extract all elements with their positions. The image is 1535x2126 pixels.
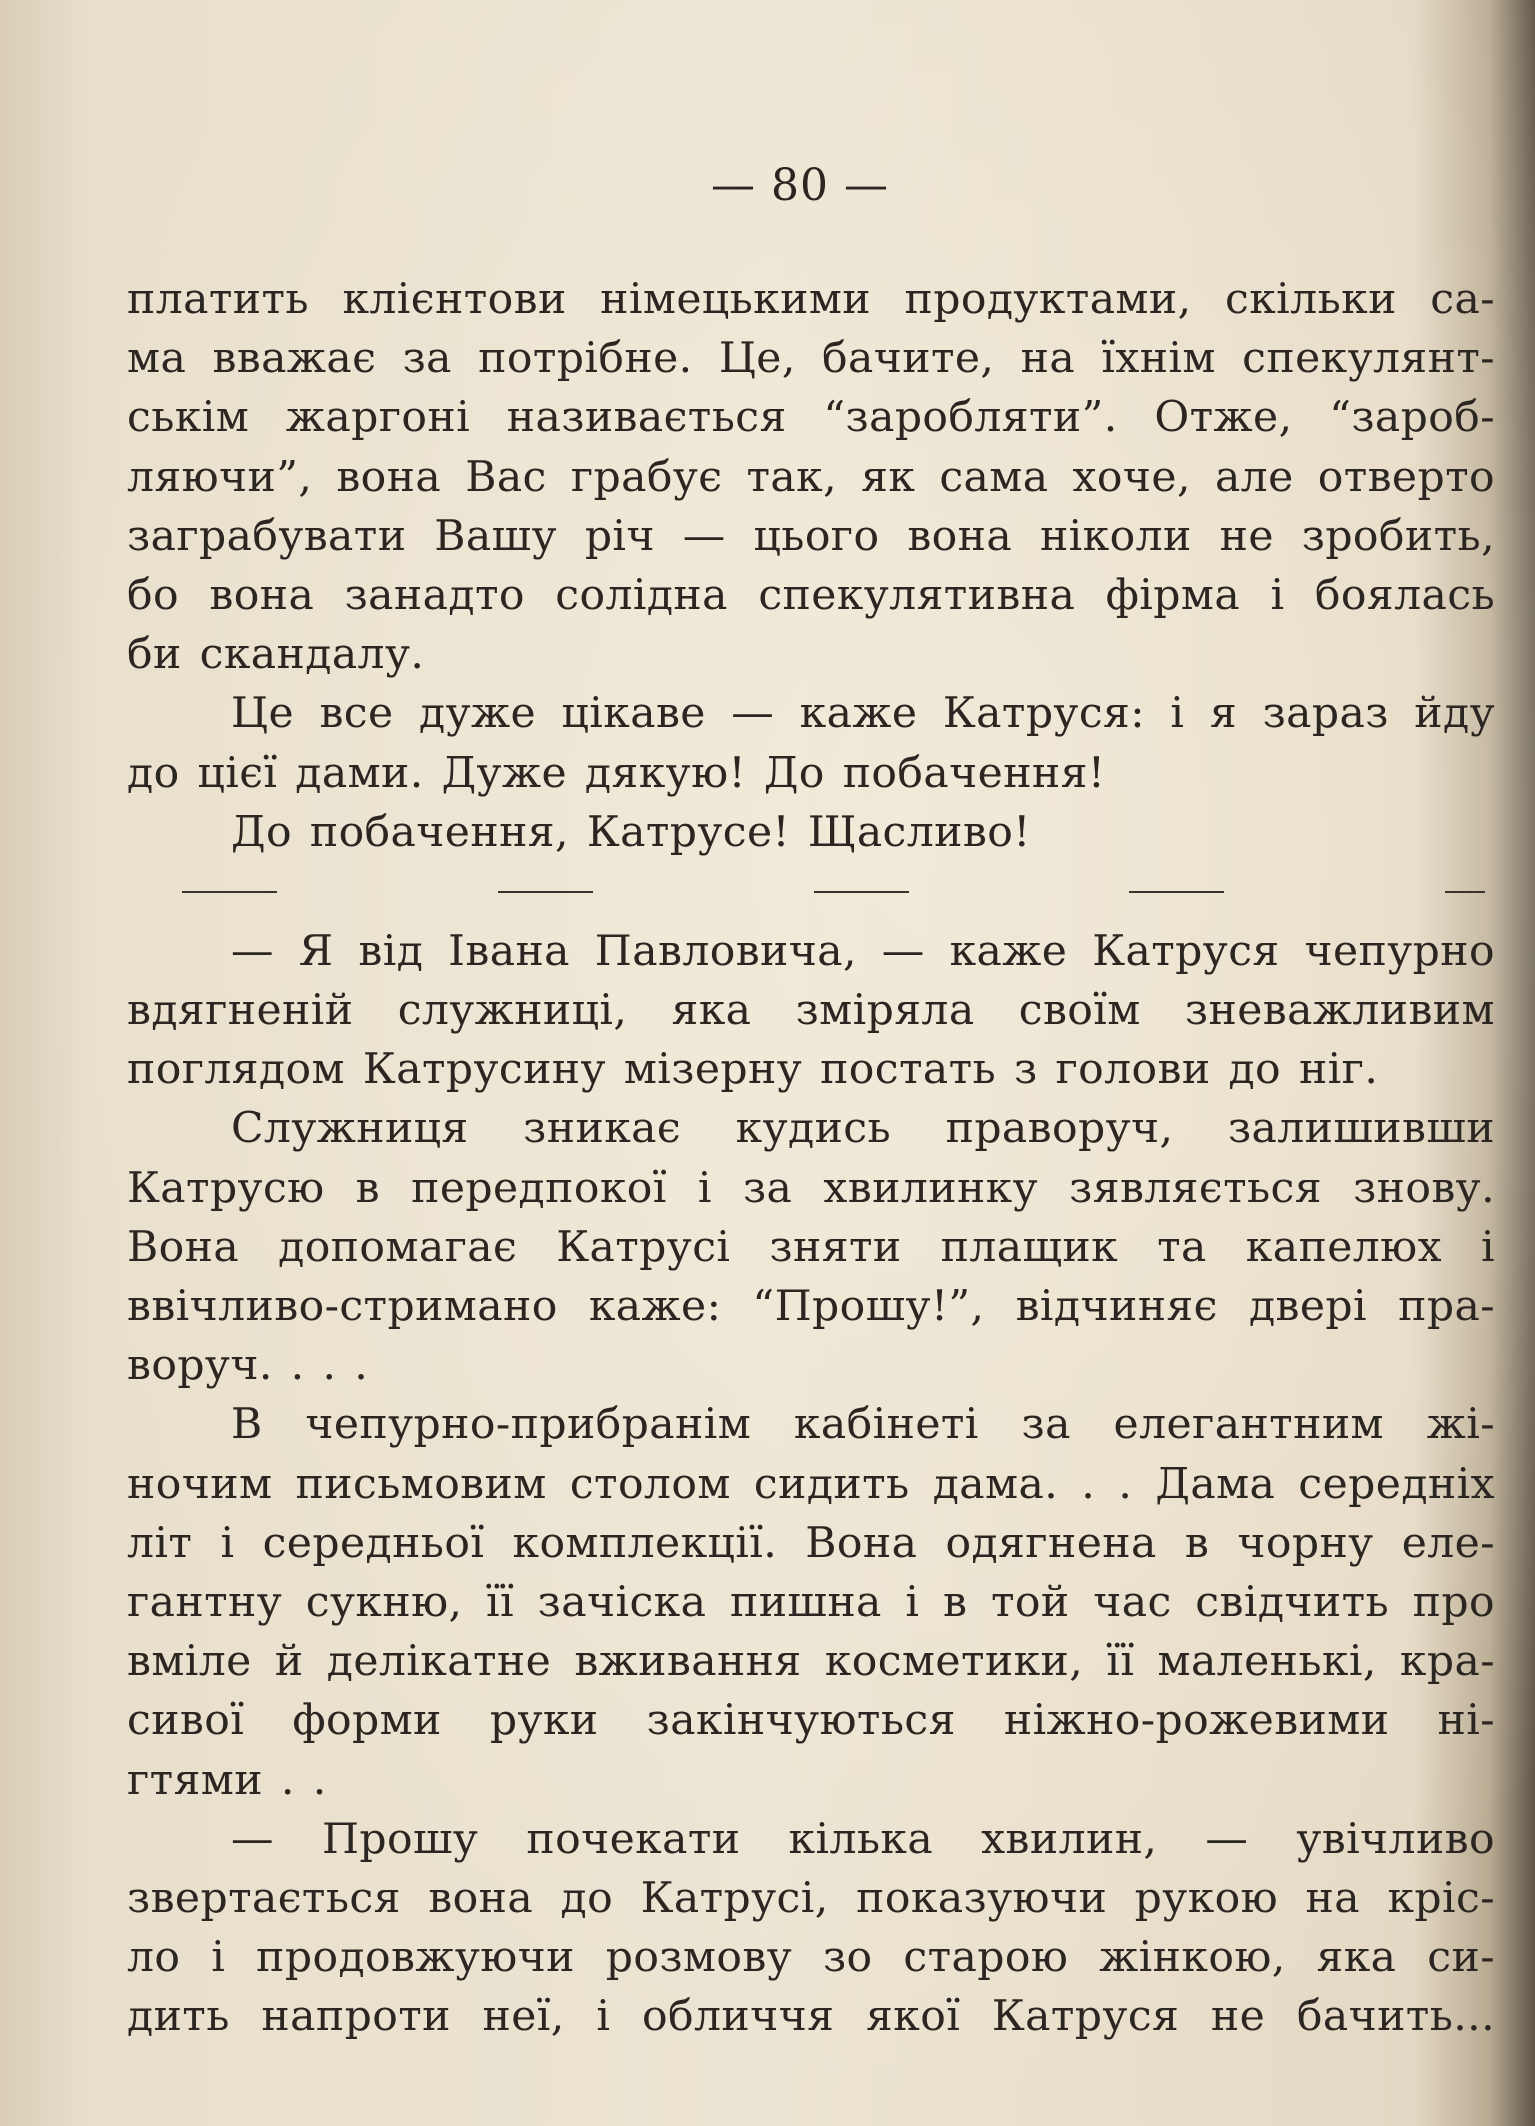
text-line: сивої форми руки закінчуються ніжно-рожевими ні- <box>127 1696 1495 1746</box>
text-line: вміле й делікатне вживання косметики, її маленькі, кра- <box>127 1637 1495 1687</box>
text-line: ло і продовжуючи розмову зо старою жінкою, яка си- <box>127 1933 1495 1983</box>
separator-dash <box>814 891 909 893</box>
page-text <box>127 270 1495 2046</box>
text-line: до цієї дами. Дуже дякую! До побачення! <box>127 748 1106 798</box>
text-line: ськім жаргоні називається “заробляти”. Отже, “зароб- <box>127 393 1495 443</box>
text-line: — Прошу почекати кілька хвилин, — увічливо <box>231 1814 1495 1864</box>
text-line: До побачення, Катрусе! Щасливо! <box>231 807 1031 857</box>
text-line: — Я від Івана Павловича, — каже Катруся чепурно <box>231 926 1495 976</box>
text-line: ввічливо-стримано каже: “Прошу!”, відчиняє двері пра- <box>127 1282 1495 1331</box>
text-line: воруч. . . . <box>127 1341 369 1391</box>
separator-dash <box>182 891 277 893</box>
section-separator <box>127 862 1495 922</box>
text-line: заграбувати Вашу річ — цього вона ніколи не зробить, <box>127 511 1495 561</box>
separator-dash <box>1445 891 1485 893</box>
text-line: гтями . . <box>127 1755 327 1805</box>
text-line: літ і середньої комплекції. Вона одягнена в чорну еле- <box>127 1518 1495 1568</box>
text-line: платить клієнтови німецькими продуктами, скільки са- <box>127 275 1495 324</box>
page-number: — 80 — <box>711 160 889 211</box>
text-line: ночим письмовим столом сидить дама. . . Дама середніх <box>127 1459 1495 1509</box>
text-line: Вона допомагає Катрусі зняти плащик та капелюх і <box>127 1222 1495 1272</box>
text-line: Служниця зникає кудись праворуч, залишивши <box>231 1104 1495 1154</box>
text-line: звертається вона до Катрусі, показуючи рукою на кріс- <box>127 1873 1495 1923</box>
text-line: бо вона занадто солідна спекулятивна фірма і боялась <box>127 570 1495 620</box>
text-line: ма вважає за потрібне. Це, бачите, на їхнім спекулянт- <box>127 334 1495 384</box>
text-line: гантну сукню, її зачіска пишна і в той час свідчить про <box>127 1577 1495 1627</box>
text-line: дить напроти неї, і обличчя якої Катруся не бачить... <box>127 1992 1495 2042</box>
text-line: поглядом Катрусину мізерну постать з голови до ніг. <box>127 1045 1379 1095</box>
text-line: Це все дуже цікаве — каже Катруся: і я зараз йду <box>231 689 1495 739</box>
text-line: вдягненій служниці, яка зміряла своїм зневажливим <box>127 986 1495 1036</box>
text-line: би скандалу. <box>127 630 425 680</box>
separator-dash <box>1129 891 1224 893</box>
text-line: ляючи”, вона Вас грабує так, як сама хоче, але отверто <box>127 452 1495 502</box>
separator-dash <box>498 891 593 893</box>
text-line: В чепурно-прибранім кабінеті за елегантним жі- <box>231 1400 1495 1450</box>
text-line: Катрусю в передпокої і за хвилинку зявляється знову. <box>127 1163 1495 1213</box>
